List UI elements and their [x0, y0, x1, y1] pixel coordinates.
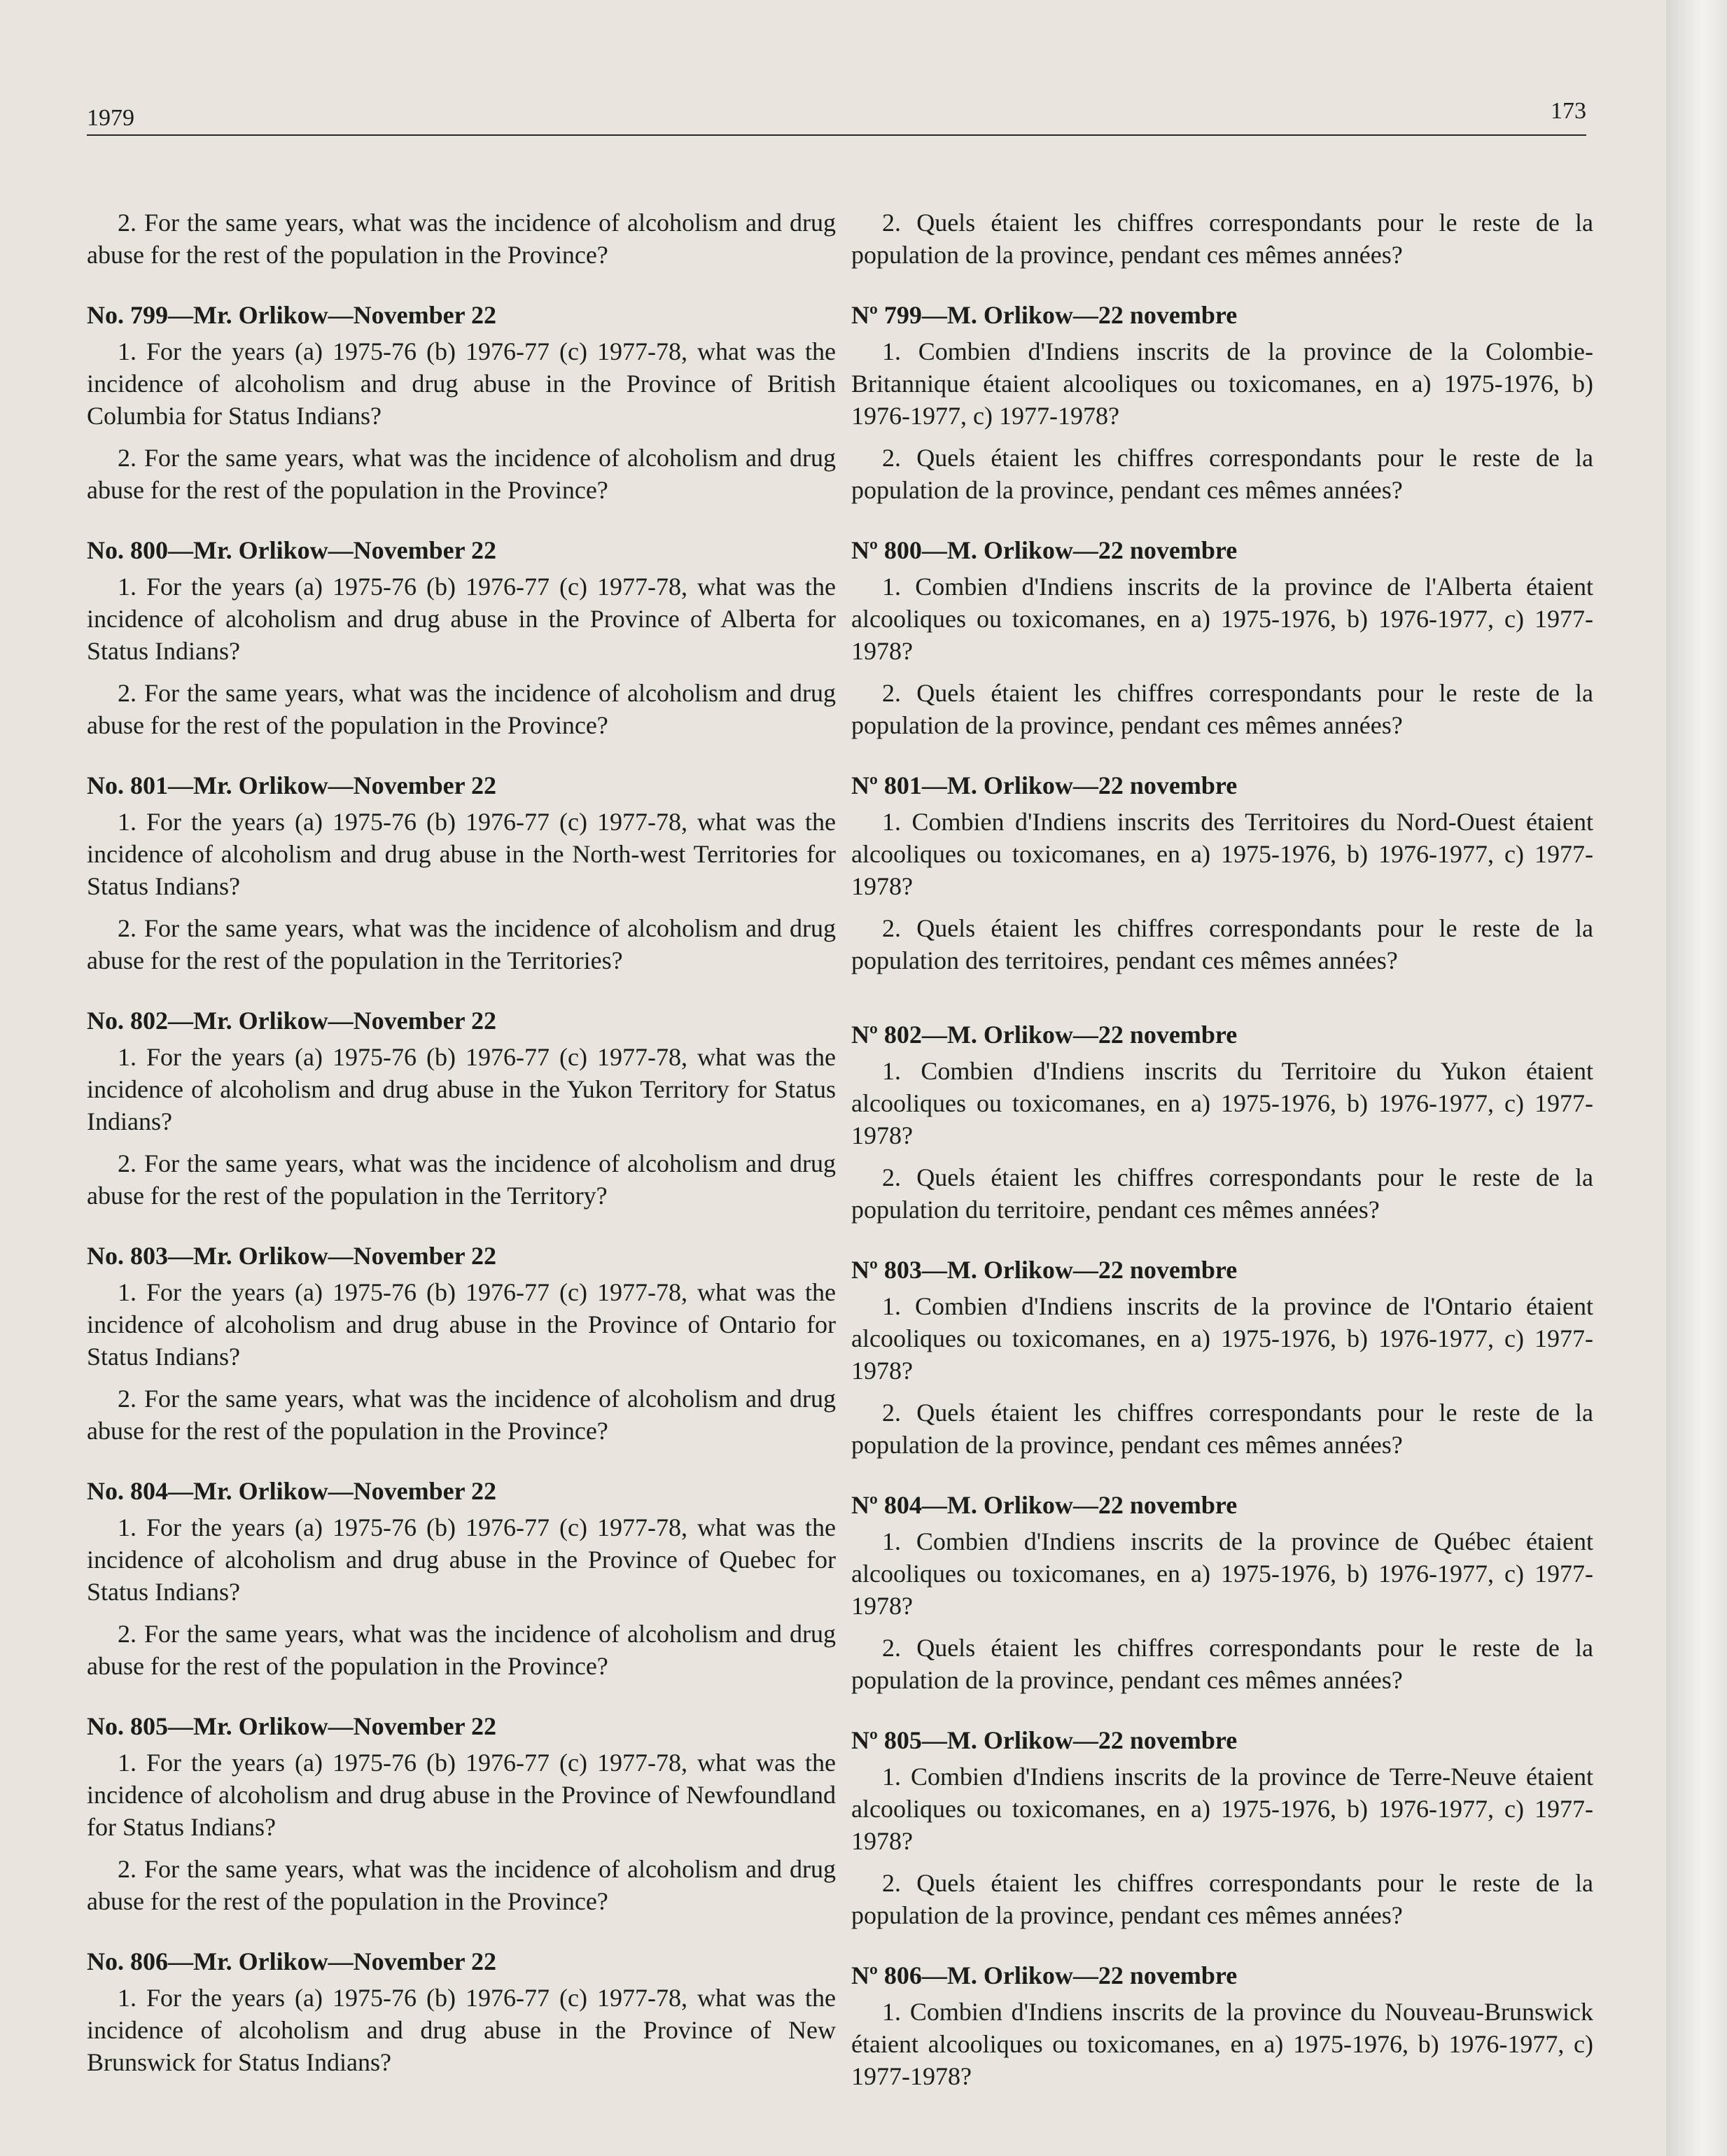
- intro-block: [851, 206, 1593, 271]
- question-text: 2. For the same years, what was the incidence of alcoholism and drug abuse for the rest of the population in the Province?: [87, 444, 836, 504]
- question-entry: [87, 1475, 836, 1682]
- entry-title: No. 801—Mr. Orlikow—November 22: [87, 771, 496, 799]
- question-text: 1. Combien d'Indiens inscrits de la province de la Colombie-Britannique étaient alcooliques ou toxicomanes, en a) 1975-1976, b) 1976-1977, c) 1977-1978?: [851, 337, 1593, 430]
- question-text: 1. Combien d'Indiens inscrits des Territoires du Nord-Ouest étaient alcooliques ou toxicomanes, en a) 1975-1976, b) 1976-1977, c) 1977-1978?: [851, 808, 1593, 900]
- question-entry: [851, 1489, 1593, 1696]
- question-entry: [87, 1710, 836, 1917]
- entry-title: No. 806—Mr. Orlikow—November 22: [87, 1947, 496, 1975]
- question-text: 1. For the years (a) 1975-76 (b) 1976-77 (c) 1977-78, what was the incidence of alcoholism and drug abuse in the Province of Ontario for Status Indians?: [87, 1278, 836, 1371]
- entry-title: No. 803—Mr. Orlikow—November 22: [87, 1242, 496, 1270]
- question-text: 2. For the same years, what was the incidence of alcoholism and drug abuse for the rest of the population in the Province?: [87, 679, 836, 739]
- entry-title: No. 804—Mr. Orlikow—November 22: [87, 1477, 496, 1505]
- entry-title: No. 802—Mr. Orlikow—November 22: [87, 1007, 496, 1035]
- entry-title: No. 805—Mr. Orlikow—November 22: [87, 1712, 496, 1740]
- question-text: 2. Quels étaient les chiffres correspondants pour le reste de la population de la province, pendant ces mêmes années?: [851, 444, 1593, 504]
- entry-title: Nº 803—M. Orlikow—22 novembre: [851, 1256, 1238, 1284]
- question-entry: [851, 299, 1593, 506]
- question-text: 2. Quels étaient les chiffres correspondants pour le reste de la population des territoires, pendant ces mêmes années?: [851, 914, 1593, 974]
- question-text: 2. For the same years, what was the incidence of alcoholism and drug abuse for the rest of the population in the Province?: [87, 209, 836, 269]
- intro-block: [87, 206, 836, 271]
- question-entry: [87, 534, 836, 741]
- entry-title: Nº 799—M. Orlikow—22 novembre: [851, 301, 1238, 329]
- question-text: 1. For the years (a) 1975-76 (b) 1976-77 (c) 1977-78, what was the incidence of alcoholism and drug abuse in the Province of Quebec for Status Indians?: [87, 1513, 836, 1606]
- question-text: 2. Quels étaient les chiffres correspondants pour le reste de la population de la province, pendant ces mêmes années?: [851, 679, 1593, 739]
- question-text: 2. For the same years, what was the incidence of alcoholism and drug abuse for the rest of the population in the Territories?: [87, 914, 836, 974]
- question-text: 1. Combien d'Indiens inscrits du Territoire du Yukon étaient alcooliques ou toxicomanes, en a) 1975-1976, b) 1976-1977, c) 1977-1978?: [851, 1057, 1593, 1149]
- question-text: 2. For the same years, what was the incidence of alcoholism and drug abuse for the rest of the population in the Province?: [87, 1855, 836, 1915]
- entry-title: No. 800—Mr. Orlikow—November 22: [87, 536, 496, 564]
- entry-title: Nº 806—M. Orlikow—22 novembre: [851, 1961, 1238, 1989]
- question-text: 1. Combien d'Indiens inscrits de la province de l'Ontario étaient alcooliques ou toxicomanes, en a) 1975-1976, b) 1976-1977, c) 1977-1978?: [851, 1292, 1593, 1385]
- entry-title: Nº 800—M. Orlikow—22 novembre: [851, 536, 1238, 564]
- question-text: 2. Quels étaient les chiffres correspondants pour le reste de la population de la province, pendant ces mêmes années?: [851, 1869, 1593, 1929]
- question-text: 1. For the years (a) 1975-76 (b) 1976-77 (c) 1977-78, what was the incidence of alcoholism and drug abuse in the North-west Territories for Status Indians?: [87, 808, 836, 900]
- question-entry: [87, 1945, 836, 2078]
- question-entry: [851, 1959, 1593, 2092]
- entry-title: Nº 805—M. Orlikow—22 novembre: [851, 1726, 1238, 1754]
- question-entry: [851, 1018, 1593, 1226]
- question-entry: [851, 1254, 1593, 1461]
- question-text: 2. Quels étaient les chiffres correspondants pour le reste de la population de la province, pendant ces mêmes années?: [851, 209, 1593, 269]
- question-entry: [87, 1240, 836, 1447]
- question-text: 2. For the same years, what was the incidence of alcoholism and drug abuse for the rest of the population in the Province?: [87, 1620, 836, 1680]
- page-edge: [1666, 0, 1727, 2156]
- question-entry: [87, 299, 836, 506]
- header-year: 1979: [87, 105, 134, 131]
- english-column: [87, 206, 836, 2106]
- question-entry: [851, 1724, 1593, 1931]
- french-column: [851, 206, 1593, 2120]
- question-text: 1. Combien d'Indiens inscrits de la province de Terre-Neuve étaient alcooliques ou toxicomanes, en a) 1975-1976, b) 1976-1977, c) 1977-1978?: [851, 1763, 1593, 1855]
- question-text: 2. Quels étaient les chiffres correspondants pour le reste de la population de la province, pendant ces mêmes années?: [851, 1634, 1593, 1694]
- question-text: 2. For the same years, what was the incidence of alcoholism and drug abuse for the rest of the population in the Territory?: [87, 1149, 836, 1210]
- question-entry: [851, 769, 1593, 976]
- question-text: 2. Quels étaient les chiffres correspondants pour le reste de la population de la province, pendant ces mêmes années?: [851, 1399, 1593, 1459]
- question-entry: [851, 534, 1593, 741]
- header-page-number: 173: [1551, 98, 1586, 124]
- question-entry: [87, 769, 836, 976]
- header-rule: [87, 134, 1586, 136]
- entry-title: Nº 801—M. Orlikow—22 novembre: [851, 771, 1238, 799]
- question-entry: [87, 1004, 836, 1212]
- question-text: 1. For the years (a) 1975-76 (b) 1976-77 (c) 1977-78, what was the incidence of alcoholism and drug abuse in the Province of British Columbia for Status Indians?: [87, 337, 836, 430]
- question-text: 1. For the years (a) 1975-76 (b) 1976-77 (c) 1977-78, what was the incidence of alcoholism and drug abuse in the Province of Alberta for Status Indians?: [87, 573, 836, 665]
- question-text: 1. Combien d'Indiens inscrits de la province de l'Alberta étaient alcooliques ou toxicomanes, en a) 1975-1976, b) 1976-1977, c) 1977-1978?: [851, 573, 1593, 665]
- entry-title: No. 799—Mr. Orlikow—November 22: [87, 301, 496, 329]
- question-text: 2. Quels étaient les chiffres correspondants pour le reste de la population du territoire, pendant ces mêmes années?: [851, 1163, 1593, 1224]
- question-text: 1. Combien d'Indiens inscrits de la province de Québec étaient alcooliques ou toxicomanes, en a) 1975-1976, b) 1976-1977, c) 1977-1978?: [851, 1527, 1593, 1620]
- question-text: 1. Combien d'Indiens inscrits de la province du Nouveau-Brunswick étaient alcooliques ou toxicomanes, en a) 1975-1976, b) 1976-1977, c) 1977-1978?: [851, 1998, 1593, 2090]
- question-text: 1. For the years (a) 1975-76 (b) 1976-77 (c) 1977-78, what was the incidence of alcoholism and drug abuse in the Province of Newfoundland for Status Indians?: [87, 1749, 836, 1841]
- question-text: 1. For the years (a) 1975-76 (b) 1976-77 (c) 1977-78, what was the incidence of alcoholism and drug abuse in the Yukon Territory for Status Indians?: [87, 1043, 836, 1135]
- question-text: 1. For the years (a) 1975-76 (b) 1976-77 (c) 1977-78, what was the incidence of alcoholism and drug abuse in the Province of New Brunswick for Status Indians?: [87, 1984, 836, 2076]
- entry-title: Nº 804—M. Orlikow—22 novembre: [851, 1491, 1238, 1519]
- question-text: 2. For the same years, what was the incidence of alcoholism and drug abuse for the rest of the population in the Province?: [87, 1385, 836, 1445]
- entry-title: Nº 802—M. Orlikow—22 novembre: [851, 1021, 1238, 1049]
